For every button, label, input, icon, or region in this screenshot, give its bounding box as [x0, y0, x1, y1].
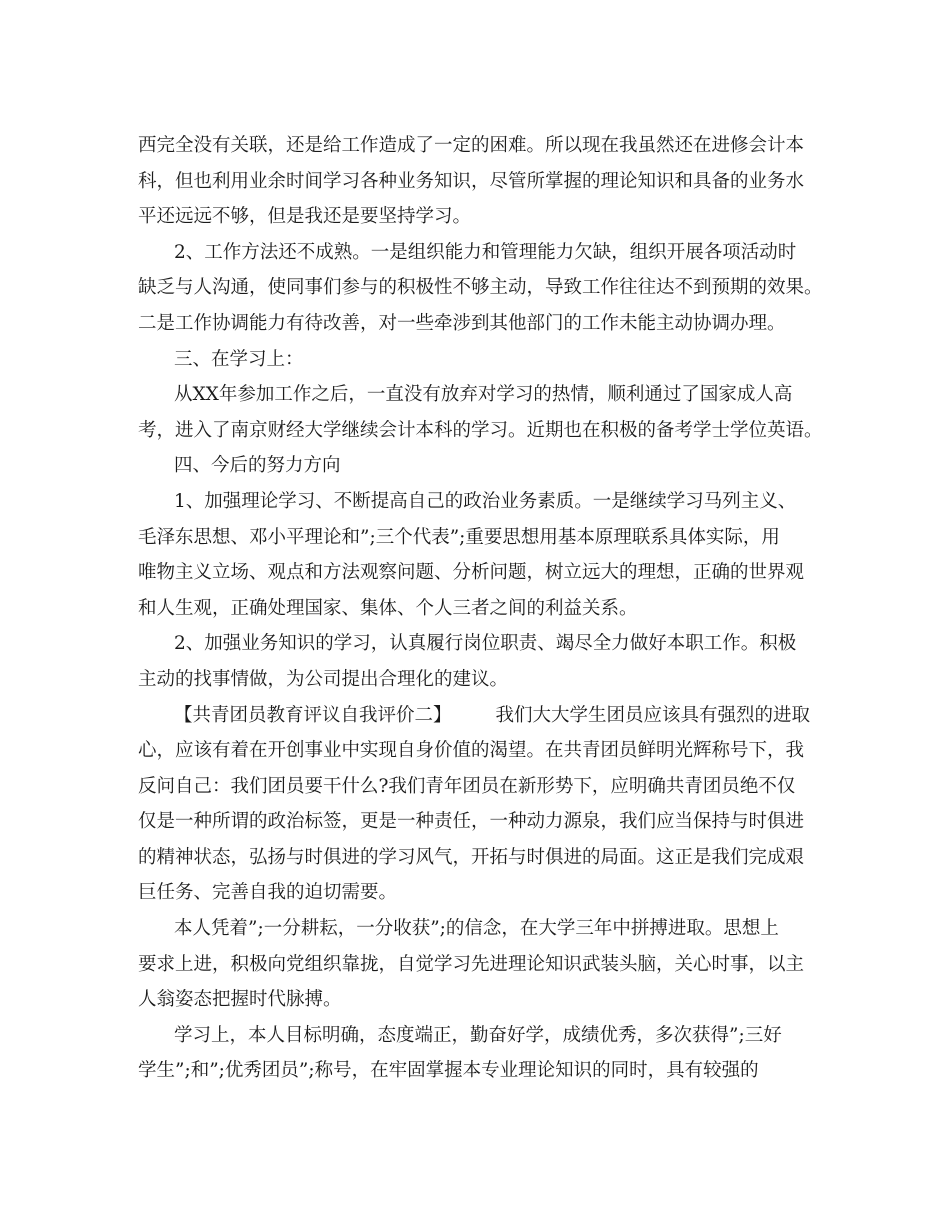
text-line: 人翁姿态把握时代脉搏。: [138, 989, 342, 1011]
text-line: 考，进入了南京财经大学继续会计本科的学习。近期也在积极的备考学士学位英语。: [138, 419, 823, 441]
text-line: 的精神状态，弘扬与时俱进的学习风气，开拓与时俱进的局面。这正是我们完成艰: [138, 846, 805, 868]
paragraph-start: 从XX年参加工作之后，一直没有放弃对学习的热情，顺利通过了国家成人高: [174, 384, 793, 406]
paragraph-start: 学习上，本人目标明确，态度端正，勤奋好学，成绩优秀，多次获得”;三好: [174, 1024, 782, 1046]
section-title-line: [138, 698, 812, 734]
text-line: 西完全没有关联，还是给工作造成了一定的困难。所以现在我虽然还在进修会计本: [138, 135, 805, 156]
text-line: 毛泽东思想、邓小平理论和”;三个代表”;重要思想用基本原理联系具体实际，用: [138, 526, 780, 548]
section-heading-future: 四、今后的努力方向: [174, 455, 341, 477]
text-line: 学生”;和”;优秀团员”;称号，在牢固掌握本专业理论知识的同时，具有较强的: [138, 1060, 759, 1082]
paragraph-start: 2、工作方法还不成熟。一是组织能力和管理能力欠缺，组织开展各项活动时: [174, 241, 797, 263]
document-body: [138, 128, 823, 1089]
text-line: 要求上进，积极向党组织靠拢，自觉学习先进理论知识武装头脑，关心时事，以主: [138, 953, 805, 975]
text-line: 巨任务、完善自我的迫切需要。: [138, 882, 398, 904]
text-line: 二是工作协调能力有待改善，对一些牵涉到其他部门的工作未能主动协调办理。: [138, 312, 786, 334]
section-title-tail: 我们大大学生团员应该具有强烈的进取: [495, 704, 811, 726]
paragraph-start: 1、加强理论学习、不断提高自己的政治业务素质。一是继续学习马列主义、: [174, 490, 797, 512]
section-title: 【共青团员教育评议自我评价二】: [174, 704, 452, 726]
text-line: 和人生观，正确处理国家、集体、个人三者之间的利益关系。: [138, 597, 638, 619]
text-line: 反问自己：我们团员要干什么?我们青年团员在新形势下，应明确共青团员绝不仅: [138, 775, 796, 797]
text-line: 缺乏与人沟通，使同事们参与的积极性不够主动，导致工作往往达不到预期的效果。: [138, 277, 823, 299]
text-line: 科，但也利用业余时间学习各种业务知识，尽管所掌握的理论知识和具备的业务水: [138, 170, 805, 192]
text-line: 唯物主义立场、观点和方法观察问题、分析问题，树立远大的理想，正确的世界观: [138, 562, 805, 584]
text-line: 心，应该有着在开创事业中实现自身价值的渴望。在共青团员鲜明光辉称号下，我: [138, 740, 805, 762]
text-line: 主动的找事情做，为公司提出合理化的建议。: [138, 668, 509, 690]
paragraph-start: 本人凭着”;一分耕耘，一分收获”;的信念，在大学三年中拼搏进取。思想上: [174, 918, 779, 940]
paragraph-start: 2、加强业务知识的学习，认真履行岗位职责、竭尽全力做好本职工作。积极: [174, 633, 797, 655]
text-line: 仅是一种所谓的政治标签，更是一种责任，一种动力源泉，我们应当保持与时俱进: [138, 811, 805, 833]
text-line: 平还远远不够，但是我还是要坚持学习。: [138, 206, 472, 228]
section-heading-study: 三、在学习上：: [174, 348, 304, 370]
